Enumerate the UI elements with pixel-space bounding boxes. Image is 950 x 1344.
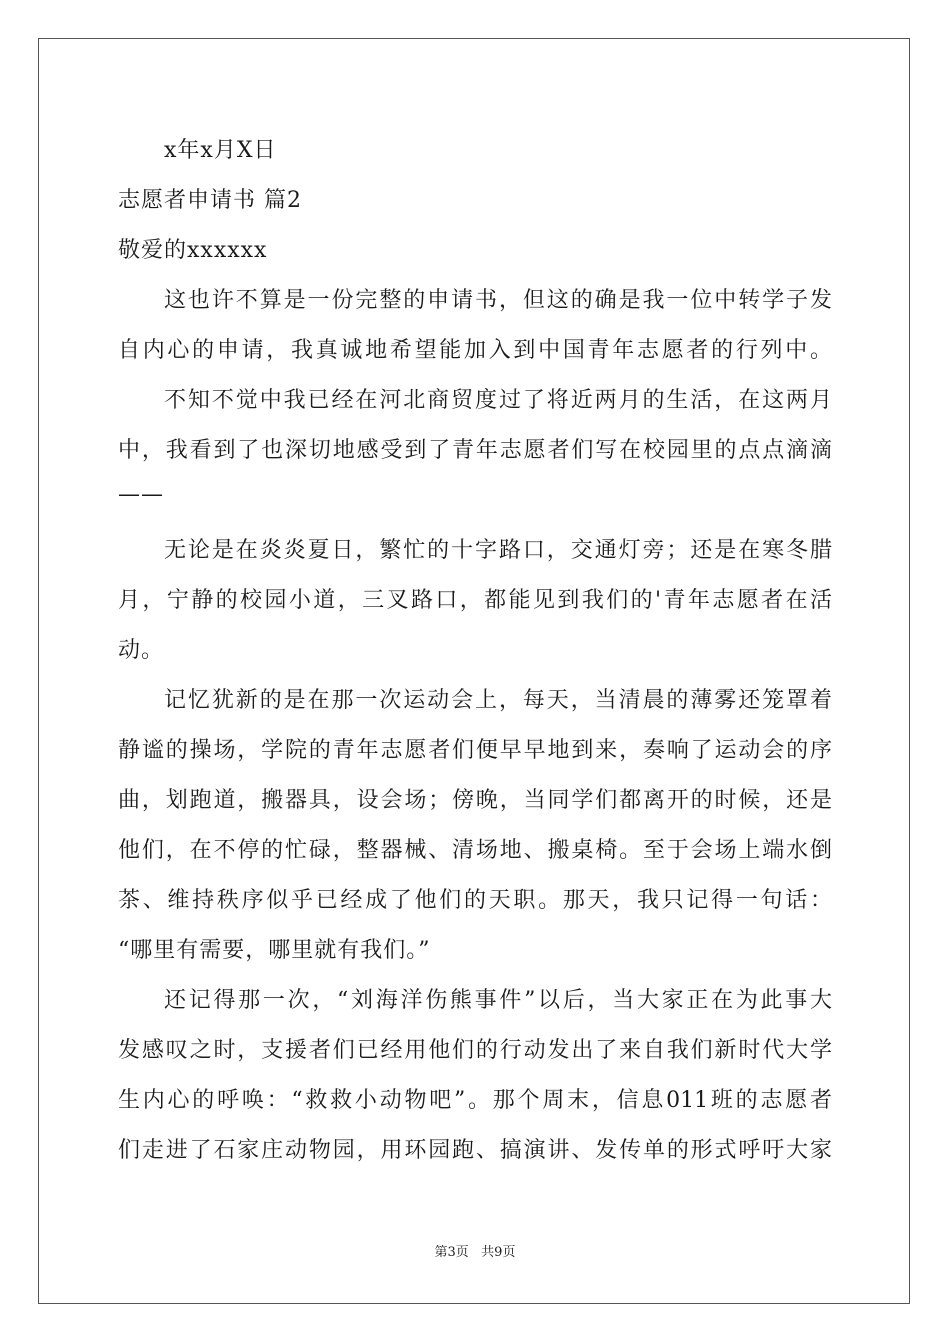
paragraph-2-line-1: 不知不觉中我已经在河北商贸度过了将近两月的生活，在这两月 xyxy=(164,388,832,413)
paragraph-2-line-3: —— xyxy=(118,482,164,507)
section-title: 志愿者申请书 篇2 xyxy=(118,188,302,213)
paragraph-5-line-3: 生内心的呼唤：“救救小动物吧”。那个周末，信息011班的志愿者 xyxy=(118,1088,832,1113)
paragraph-4-line-2: 静谧的操场，学院的青年志愿者们便早早地到来，奏响了运动会的序 xyxy=(118,738,832,763)
paragraph-5-line-1: 还记得那一次，“刘海洋伤熊事件”以后，当大家正在为此事大 xyxy=(164,988,832,1013)
page-number-footer: 第3页 共9页 xyxy=(434,1245,516,1260)
paragraph-4-line-1: 记忆犹新的是在那一次运动会上，每天，当清晨的薄雾还笼罩着 xyxy=(164,688,832,713)
paragraph-4-line-3: 曲，划跑道，搬器具，设会场；傍晚，当同学们都离开的时候，还是 xyxy=(118,788,832,813)
paragraph-5-line-2: 发感叹之时，支援者们已经用他们的行动发出了来自我们新时代大学 xyxy=(118,1038,832,1063)
paragraph-5-line-4: 们走进了石家庄动物园，用环园跑、搞演讲、发传单的形式呼吁大家 xyxy=(118,1138,832,1163)
paragraph-2-line-2: 中，我看到了也深切地感受到了青年志愿者们写在校园里的点点滴滴 xyxy=(118,438,832,463)
paragraph-3-line-1: 无论是在炎炎夏日，繁忙的十字路口，交通灯旁；还是在寒冬腊 xyxy=(164,538,832,563)
paragraph-3-line-2: 月，宁静的校园小道，三叉路口，都能见到我们的'青年志愿者在活 xyxy=(118,588,832,613)
paragraph-1-line-1: 这也许不算是一份完整的申请书，但这的确是我一位中转学子发 xyxy=(164,288,832,313)
paragraph-3-line-3: 动。 xyxy=(118,638,165,663)
date-line: x年x月X日 xyxy=(164,138,277,163)
paragraph-4-line-5: 茶、维持秩序似乎已经成了他们的天职。那天，我只记得一句话： xyxy=(118,888,832,913)
salutation: 敬爱的xxxxxx xyxy=(118,238,268,263)
paragraph-1-line-2: 自内心的申请，我真诚地希望能加入到中国青年志愿者的行列中。 xyxy=(118,338,832,363)
paragraph-4-line-4: 他们，在不停的忙碌，整器械、清场地、搬桌椅。至于会场上端水倒 xyxy=(118,838,832,863)
paragraph-4-line-6: “哪里有需要，哪里就有我们。” xyxy=(118,938,431,963)
